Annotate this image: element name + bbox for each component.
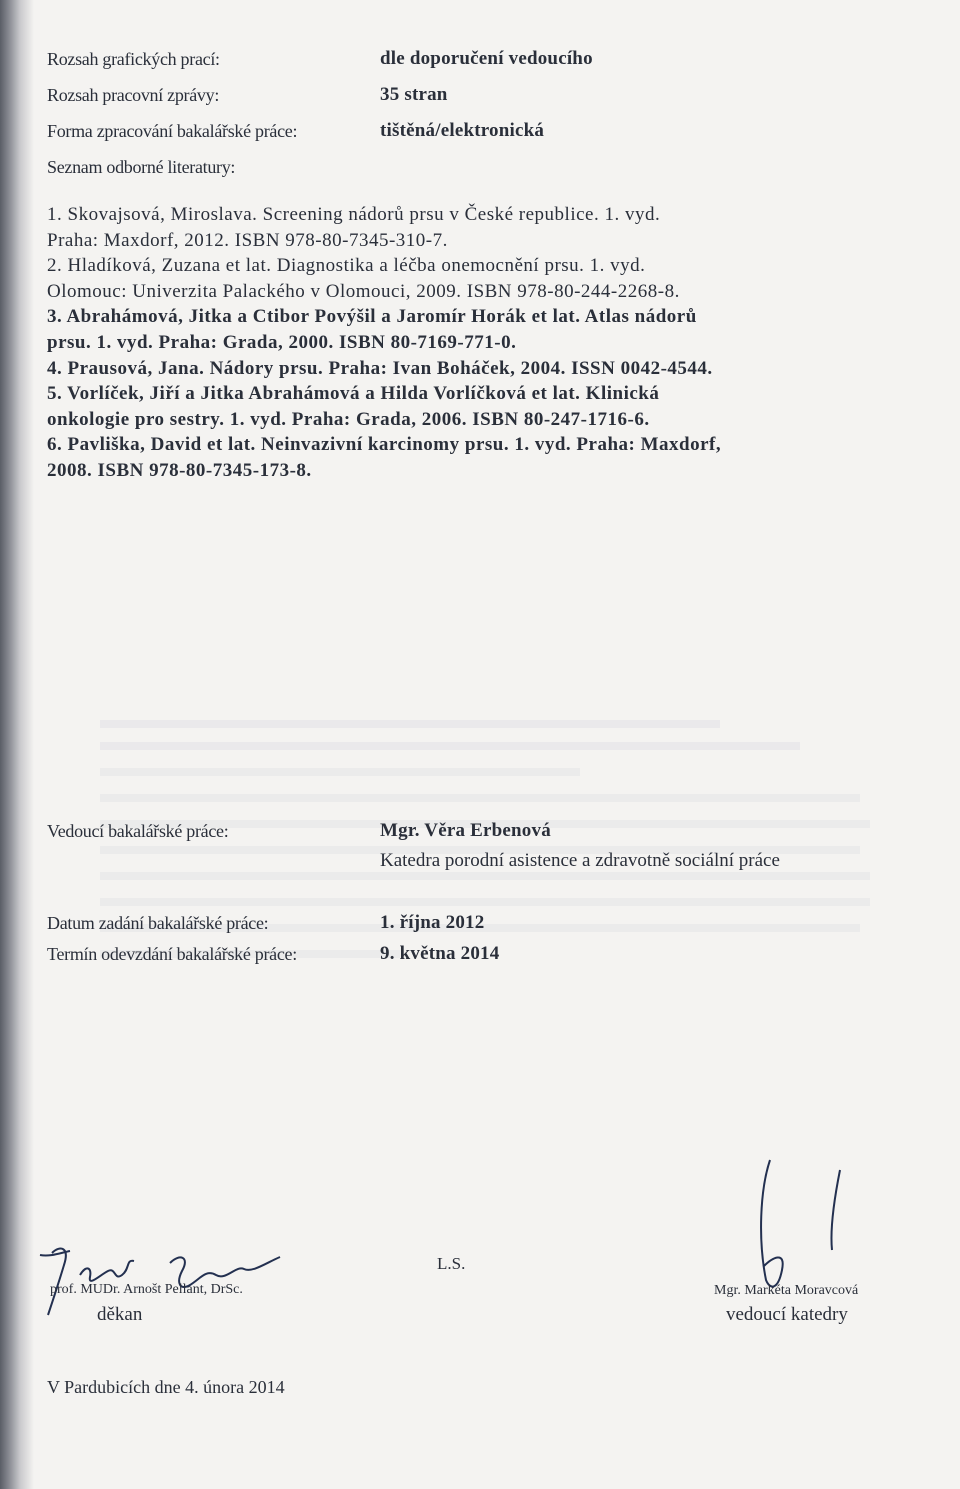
seal-mark: L.S.: [437, 1254, 466, 1273]
literature-label: Seznam odborné literatury:: [47, 157, 236, 177]
binding-shadow: [0, 0, 34, 1489]
department-head-signature: [730, 1150, 870, 1300]
form-row: [47, 120, 545, 142]
report-scope-label: Rozsah pracovní zprávy:: [47, 85, 220, 105]
assigned-date-value: 1. října 2012: [380, 912, 485, 933]
deadline-label: Termín odevzdání bakalářské práce:: [47, 944, 297, 964]
deadline-value: 9. května 2014: [380, 943, 500, 964]
department-head-title: vedoucí katedry: [726, 1304, 848, 1325]
graphics-scope-value: dle doporučení vedoucího: [380, 48, 593, 69]
show-through-texture: [100, 720, 880, 976]
reference-list: [47, 202, 907, 484]
dean-title: děkan: [97, 1304, 143, 1325]
supervisor-department: Katedra porodní asistence a zdravotně sociální práce: [380, 850, 780, 871]
deadline-row: [47, 943, 500, 965]
department-head-name: Mgr. Markéta Moravcová: [714, 1283, 859, 1298]
assigned-date-label: Datum zadání bakalářské práce:: [47, 913, 269, 933]
graphics-scope-row: [47, 48, 593, 70]
supervisor-row: [47, 820, 551, 842]
reference-item: 5. Vorlíček, Jiří a Jitka Abrahámová a Hilda Vorlíčková et lat. Klinická onkologie pro sestry. 1. vyd. Praha: Grada, 2006. ISBN 80-247-1716-6.: [47, 383, 660, 430]
supervisor-name: Mgr. Věra Erbenová: [380, 820, 551, 841]
literature-row: [47, 156, 235, 178]
form-label: Forma zpracování bakalářské práce:: [47, 121, 298, 141]
place-and-date: V Pardubicích dne 4. února 2014: [47, 1377, 285, 1397]
reference-item: 6. Pavliška, David et lat. Neinvazivní karcinomy prsu. 1. vyd. Praha: Maxdorf, 2008. ISBN 978-80-7345-173-8.: [47, 434, 722, 481]
reference-item: 3. Abrahámová, Jitka a Ctibor Povýšil a Jaromír Horák et lat. Atlas nádorů prsu. 1. vyd. Praha: Grada, 2000. ISBN 80-7169-771-0.: [47, 306, 697, 353]
assigned-date-row: [47, 912, 485, 934]
form-value: tištěná/elektronická: [380, 120, 545, 141]
graphics-scope-label: Rozsah grafických prací:: [47, 49, 220, 69]
supervisor-label: Vedoucí bakalářské práce:: [47, 821, 229, 841]
reference-item: 4. Prausová, Jana. Nádory prsu. Praha: Ivan Boháček, 2004. ISSN 0042-4544.: [47, 357, 713, 379]
report-scope-row: [47, 84, 448, 106]
report-scope-value: 35 stran: [380, 84, 448, 105]
dean-name: prof. MUDr. Arnošt Pellant, DrSc.: [50, 1282, 243, 1297]
reference-item: 1. Skovajsová, Miroslava. Screening nádorů prsu v České republice. 1. vyd. Praha: Maxdorf, 2012. ISBN 978-80-7345-310-7.: [47, 204, 661, 251]
reference-item: 2. Hladíková, Zuzana et lat. Diagnostika a léčba onemocnění prsu. 1. vyd. Olomouc: Univerzita Palackého v Olomouci, 2009. ISBN 978-80-244-2268-8.: [47, 255, 680, 302]
